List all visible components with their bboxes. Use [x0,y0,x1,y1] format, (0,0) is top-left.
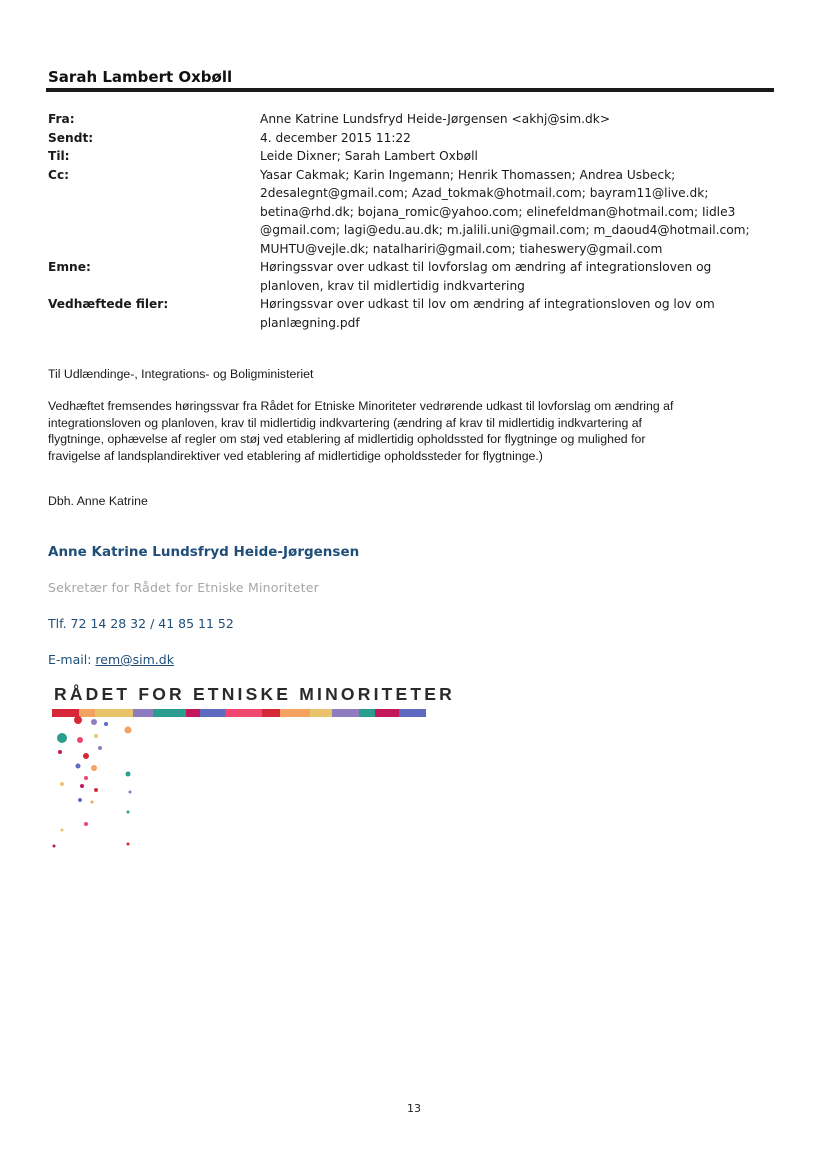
logo-dots [40,712,160,862]
logo-dot [74,716,82,724]
logo-bar-segment [262,709,280,717]
logo-dot [84,776,88,780]
sender-name: Sarah Lambert Oxbøll [48,68,233,86]
logo-bar-segment [280,709,311,717]
header-value [260,129,768,148]
closing: Dbh. Anne Katrine [48,494,148,508]
logo-bar-segment [332,709,359,717]
logo-bar-segment [399,709,426,717]
logo-bar-segment [200,709,225,717]
signature-email [48,652,174,667]
logo-dot [91,765,97,771]
email-headers [48,110,768,332]
logo-dot [91,719,97,725]
header-value-line: MUHTU@vejle.dk; natalhariri@gmail.com; tiaheswery@gmail.com [260,241,663,256]
logo-dot [129,791,132,794]
logo-dot [104,722,108,726]
header-label: Til: [48,149,70,163]
signature-name: Anne Katrine Lundsfryd Heide-Jørgensen [48,544,360,560]
header-rule [46,88,774,92]
logo-dot [125,727,132,734]
logo-title: RÅDET FOR ETNISKE MINORITETER [54,684,455,704]
logo-dot [58,750,62,754]
logo-dot [84,822,88,826]
header-value [260,258,768,295]
paragraph-line: integrationsloven og planloven, krav til midlertidig indkvartering (ændring af krav til midlertidig indkvartering af [48,415,642,430]
logo-dot [80,784,84,788]
header-value-line: betina@rhd.dk; bojana_romic@yahoo.com; elinefeldman@hotmail.com; Iidle3 [260,204,736,219]
header-from [48,110,768,129]
header-value-line: Anne Katrine Lundsfryd Heide-Jørgensen <akhj@sim.dk> [260,112,611,126]
logo-dot [91,801,94,804]
header-value [260,295,768,332]
logo-dot [94,734,98,738]
header-value-line: Høringssvar over udkast til lovforslag om ændring af integrationsloven og [260,260,712,274]
logo-dot [126,772,131,777]
header-sent [48,129,768,148]
header-label: Fra: [48,112,75,126]
header-value-line: Høringssvar over udkast til lov om ændring af integrationsloven og lov om [260,297,715,311]
logo-bar-segment [359,709,375,717]
logo-dot [76,764,81,769]
logo-dot [94,788,98,792]
header-value [260,110,768,129]
signature-phone: Tlf. 72 14 28 32 / 41 85 11 52 [48,616,234,631]
logo-dot [127,843,130,846]
header-cc [48,166,768,259]
paragraph-line: Vedhæftet fremsendes høringssvar fra Rådet for Etniske Minoriteter vedrørende udkast til lovforslag om ændring af [48,399,674,413]
logo-dot [127,811,130,814]
header-label: Emne: [48,260,91,274]
header-value-line: @gmail.com; lagi@edu.au.dk; m.jalili.uni@gmail.com; m_daoud4@hotmail.com; [260,223,750,237]
header-value-line: 4. december 2015 11:22 [260,130,411,145]
header-value [260,147,768,166]
logo-dot [57,733,67,743]
header-value-line: Yasar Cakmak; Karin Ingemann; Henrik Thomassen; Andrea Usbeck; [260,167,676,182]
email-label: E-mail: [48,652,96,667]
logo-dot [60,782,64,786]
logo-dot [78,798,82,802]
greeting: Til Udlændinge-, Integrations- og Boligministeriet [48,367,314,381]
body-paragraph [48,398,768,464]
header-label: Vedhæftede filer: [48,297,169,311]
header-value [260,166,768,259]
logo-bar-segment [186,709,200,717]
paragraph-line: flygtninge, ophævelse af regler om støj ved etablering af midlertidig opholdssted for flygtninge og mulighed for [48,432,646,446]
logo-dot [77,737,83,743]
page-number: 13 [407,1102,421,1115]
paragraph-line: fravigelse af landsplandirektiver ved etablering af midlertidige opholdssteder for flygtninge.) [48,448,543,463]
logo-bar-segment [375,709,398,717]
logo-dot [53,845,56,848]
header-value-line: planloven, krav til midlertidig indkvartering [260,278,525,293]
logo-dot [98,746,102,750]
header-label: Sendt: [48,130,94,145]
email-link[interactable]: rem@sim.dk [95,652,174,667]
logo-bar-segment [310,709,332,717]
logo-dot [83,753,89,759]
header-attachments [48,295,768,332]
header-subject [48,258,768,295]
logo-dot [61,829,64,832]
header-value-line: planlægning.pdf [260,315,360,330]
signature-role: Sekretær for Rådet for Etniske Minoriteter [48,580,319,595]
logo-bar-segment [225,709,261,717]
header-label: Cc: [48,167,70,182]
header-value-line: Leide Dixner; Sarah Lambert Oxbøll [260,149,478,163]
header-to [48,147,768,166]
header-value-line: 2desalegnt@gmail.com; Azad_tokmak@hotmail.com; bayram11@live.dk; [260,186,709,200]
